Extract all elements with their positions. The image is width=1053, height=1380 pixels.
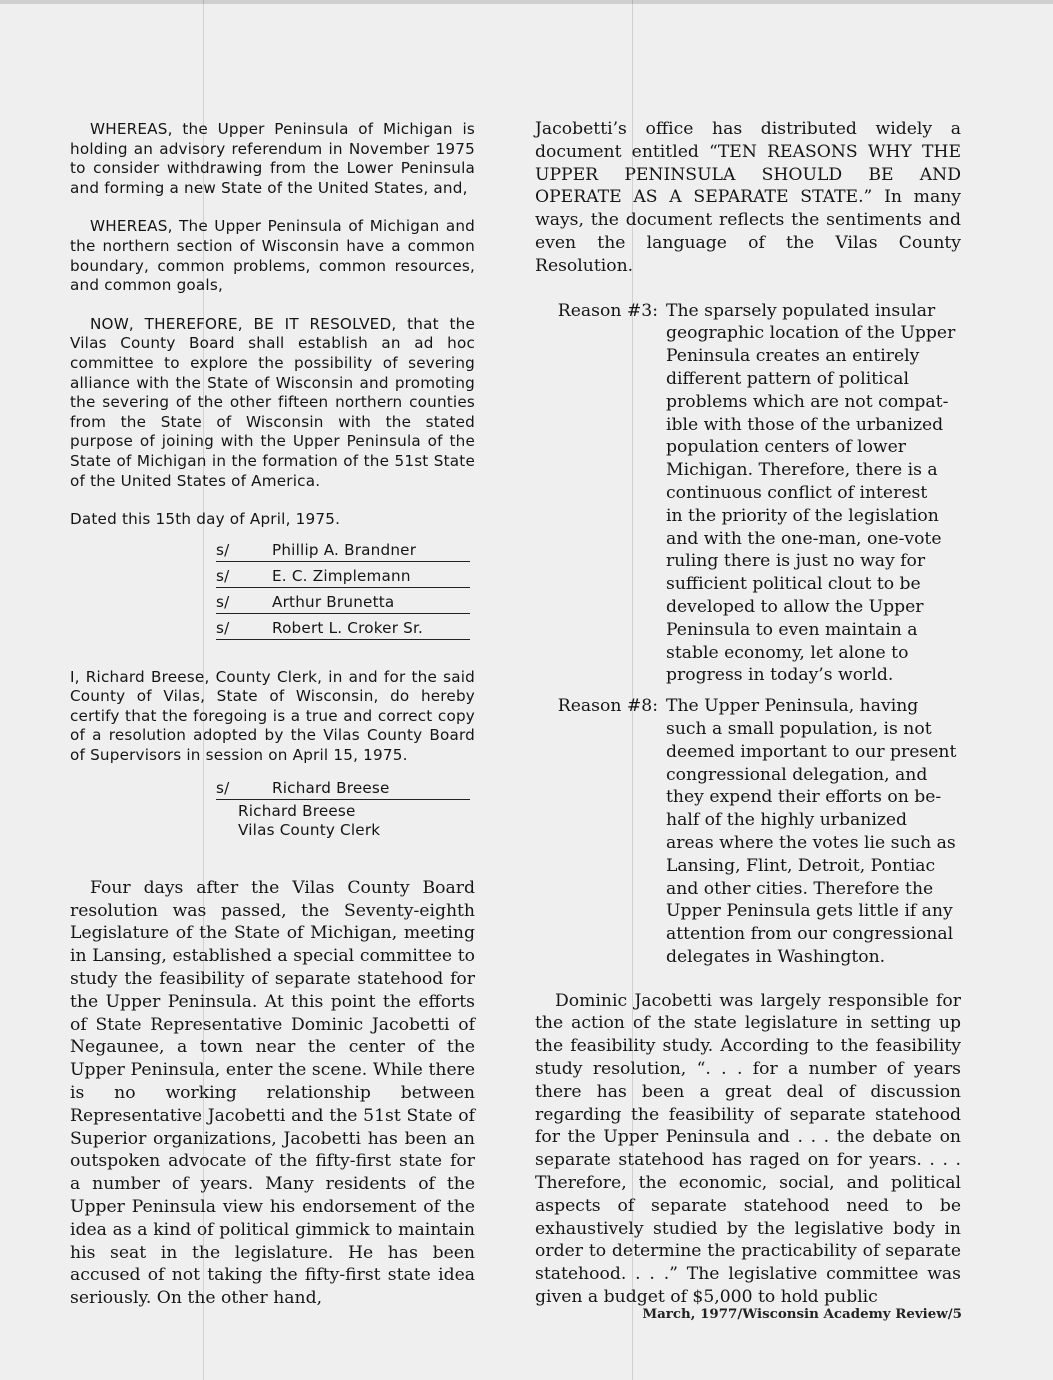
reason-text [666, 300, 955, 688]
sig-prefix: s/ [216, 541, 230, 560]
clerk-title: Vilas County Clerk [238, 821, 381, 840]
reason-label: Reason #3: [557, 300, 658, 321]
dated-line: Dated this 15th day of April, 1975. [70, 510, 341, 529]
signature-name: Phillip A. Brandner [272, 541, 417, 560]
reason-line: deemed important to our present [666, 741, 957, 762]
page-top-edge [0, 0, 1053, 4]
clerk-certification: I, Richard Breese, County Clerk, in and for the said County of Vilas, State of Wisconsin, do hereby certify that the foregoing is a true and correct copy of a resolution adopted by the Vilas County Board of Supervisors in session on April 15, 1975. [70, 667, 475, 765]
reason-line: areas where the votes lie such as [666, 832, 956, 853]
reason-line: such a small population, is not [666, 718, 932, 739]
sig-prefix: s/ [216, 779, 230, 798]
clerk-signature: Richard Breese [272, 779, 390, 798]
reason-line: problems which are not compat- [666, 391, 949, 412]
reason-line: Lansing, Flint, Detroit, Pontiac [666, 855, 936, 876]
reason-line: different pattern of political [666, 368, 909, 389]
reason-line: attention from our congressional [666, 924, 954, 945]
reason-line: ible with those of the urbanized [666, 414, 944, 435]
reason-line: continuous conflict of interest [666, 482, 928, 503]
reason-line: sufficient political clout to be [666, 574, 921, 595]
reason-label: Reason #8: [557, 696, 658, 717]
reason-8 [535, 695, 961, 969]
reason-line: Upper Peninsula gets little if any [666, 901, 953, 922]
reason-line: stable economy, let alone to [666, 642, 909, 663]
right-column [535, 118, 961, 1309]
reason-line: The sparsely populated insular [666, 300, 936, 321]
reason-line: developed to allow the Upper [666, 596, 924, 617]
reason-line: Peninsula to even maintain a [666, 619, 918, 640]
resolution-whereas-2: WHEREAS, The Upper Peninsula of Michigan and the northern section of Wisconsin have a common boundary, common problems, common resources, and common goals, [70, 217, 475, 295]
reason-line: progress in today’s world. [666, 665, 894, 686]
reason-line: and other cities. Therefore the [666, 878, 934, 899]
reason-line: Peninsula creates an entirely [666, 346, 920, 367]
reason-line: congressional delegation, and [666, 764, 928, 785]
reason-3 [535, 300, 961, 688]
reason-line: in the priority of the legislation [666, 505, 939, 526]
signature-line [216, 588, 470, 614]
clerk-signature-line [216, 774, 470, 800]
reason-line: they expend their efforts on be- [666, 787, 942, 808]
clerk-identity [238, 802, 475, 841]
clerk-signature-block [216, 774, 470, 800]
reason-line: half of the highly urbanized [666, 810, 908, 831]
signature-name: Robert L. Croker Sr. [272, 619, 424, 638]
reason-line: Michigan. Therefore, there is a [666, 460, 938, 481]
body-paragraph: Four days after the Vilas County Board resolution was passed, the Seventy-eighth Legislature of the State of Michigan, meeting in Lansing, established a special committee to study the feasibility of separate statehood for the Upper Peninsula. At this point the efforts of State Representative Dominic Jacobetti of Negaunee, a town near the center of the Upper Peninsula, enter the scene. While there is no working relationship between Representative Jacobetti and the 51st State of Superior organizations, Jacobetti has been an outspoken advocate of the fifty-first state for a number of years. Many residents of the Upper Peninsula view his endorsement of the idea as a kind of political gimmick to maintain his seat in the legislature. He has been accused of not taking the fifty-first state idea seriously. On the other hand, [70, 877, 475, 1309]
reason-line: population centers of lower [666, 437, 907, 458]
signature-name: Arthur Brunetta [272, 593, 395, 612]
signature-name: E. C. Zimplemann [272, 567, 411, 586]
closing-paragraph: Dominic Jacobetti was largely responsible for the action of the state legislature in setting up the feasibility study. According to the feasibility study resolution, “. . . for a number of years there has been a great deal of discussion regarding the feasibility of separate statehood for the Upper Peninsula and . . . the debate on separate statehood has raged on for years. . . . Therefore, the economic, social, and political aspects of separate statehood need to be exhaustively studied by the legislative body in order to determine the practicability of separate statehood. . . .” The legislative committee was given a budget of $5,000 to hold public [535, 990, 961, 1308]
resolution-whereas-1: WHEREAS, the Upper Peninsula of Michigan is holding an advisory referendum in November 1975 to consider withdrawing from the Lower Peninsula and forming a new State of the United States, and, [70, 120, 475, 197]
reason-line: geographic location of the Upper [666, 323, 956, 344]
signature-line [216, 562, 470, 588]
reason-line: ruling there is just no way for [666, 551, 926, 572]
reason-line: delegates in Washington. [666, 946, 886, 967]
intro-paragraph: Jacobetti’s office has distributed widely a document entitled “TEN REASONS WHY THE UPPER PENINSULA SHOULD BE AND OPERATE AS A SEPARATE STATE.” In many ways, the document reflects the sentiments and even the language of the Vilas County Resolution. [535, 119, 961, 276]
sig-prefix: s/ [216, 619, 230, 638]
signature-block [216, 536, 470, 640]
signature-line [216, 614, 470, 640]
reason-line: and with the one-man, one-vote [666, 528, 942, 549]
reason-line: The Upper Peninsula, having [666, 696, 919, 717]
clerk-name: Richard Breese [238, 801, 356, 820]
sig-prefix: s/ [216, 567, 230, 586]
left-column [70, 120, 475, 1310]
sig-prefix: s/ [216, 593, 230, 612]
reason-text [666, 695, 956, 969]
page-footer: March, 1977/Wisconsin Academy Review/5 [642, 1306, 962, 1322]
signature-line [216, 536, 470, 562]
resolution-resolved: NOW, THEREFORE, BE IT RESOLVED, that the Vilas County Board shall establish an ad hoc committee to explore the possibility of severing alliance with the State of Wisconsin and promoting the severing of the other fifteen northern counties from the State of Wisconsin with the stated purpose of joining with the Upper Peninsula of the State of Michigan in the formation of the 51st State of the United States of America. [70, 314, 475, 490]
